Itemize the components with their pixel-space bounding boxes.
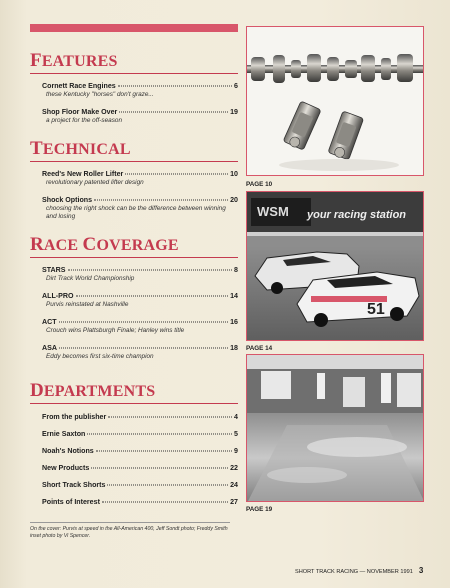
entry-title: Reed's New Roller Lifter bbox=[42, 170, 124, 178]
entry-page: 10 bbox=[230, 170, 238, 178]
photo-race-cars bbox=[246, 191, 424, 341]
entry-page: 4 bbox=[234, 413, 238, 421]
entry-page: 18 bbox=[230, 344, 238, 352]
departments-section bbox=[30, 380, 238, 515]
footer-text: SHORT TRACK RACING — NOVEMBER 1991 bbox=[295, 569, 413, 575]
toc-entry[interactable] bbox=[42, 498, 238, 506]
top-rule bbox=[30, 24, 238, 32]
toc-entry[interactable] bbox=[42, 430, 238, 438]
entry-title: ASA bbox=[42, 344, 57, 352]
entry-title: New Products bbox=[42, 464, 90, 472]
entry-page: 9 bbox=[234, 447, 238, 455]
photo-caption: PAGE 19 bbox=[246, 506, 273, 513]
race-coverage-section bbox=[30, 234, 238, 370]
entry-description: choosing the right shock can be the difference between winning and losing bbox=[46, 205, 226, 220]
entry-page: 24 bbox=[230, 481, 238, 489]
entry-description: a project for the off-season bbox=[46, 117, 123, 124]
photo-caption: PAGE 14 bbox=[246, 345, 273, 352]
banner-text: your racing station bbox=[307, 209, 407, 221]
toc-entry[interactable] bbox=[42, 170, 238, 187]
entry-page: 22 bbox=[230, 464, 238, 472]
entry-description: Crouch wins Plattsburgh Finale; Hanley wins title bbox=[46, 327, 185, 334]
entry-title: Cornett Race Engines bbox=[42, 82, 116, 90]
section-heading: DEPARTMENTS bbox=[30, 380, 238, 404]
photo-caption: PAGE 10 bbox=[246, 181, 273, 188]
entry-title: From the publisher bbox=[42, 413, 107, 421]
entry-page: 14 bbox=[230, 292, 238, 300]
entry-description: Eddy becomes first six-time champion bbox=[46, 353, 154, 360]
toc-entry[interactable] bbox=[42, 464, 238, 472]
page-footer bbox=[295, 566, 423, 575]
entry-page: 6 bbox=[234, 82, 238, 90]
toc-entry[interactable] bbox=[42, 82, 238, 99]
entry-page: 27 bbox=[230, 498, 238, 506]
section-heading: FEATURES bbox=[30, 50, 238, 74]
entry-title: Shop Floor Make Over bbox=[42, 108, 118, 116]
page-number: 3 bbox=[418, 566, 424, 575]
technical-section bbox=[30, 138, 238, 230]
cover-credit: On the cover: Purvis at speed in the All-American 400, Jeff Sondt photo; Freddy Smith inset photo by Vi Spencer. bbox=[30, 522, 230, 540]
car-number: 51 bbox=[367, 301, 385, 318]
toc-entry[interactable] bbox=[42, 318, 238, 335]
section-heading: TECHNICAL bbox=[30, 138, 238, 162]
entry-title: ALL-PRO bbox=[42, 292, 74, 300]
entry-description: revolutionary patented lifter design bbox=[46, 179, 144, 186]
entry-page: 8 bbox=[234, 266, 238, 274]
photo-camshaft bbox=[246, 26, 424, 176]
entry-page: 20 bbox=[230, 196, 238, 204]
photo-shop-floor bbox=[246, 354, 424, 502]
shop-floor-image bbox=[247, 355, 424, 502]
toc-entry[interactable] bbox=[42, 344, 238, 361]
entry-title: Points of Interest bbox=[42, 498, 100, 506]
race-cars-image bbox=[247, 192, 424, 341]
toc-entry[interactable] bbox=[42, 196, 238, 221]
entry-page: 16 bbox=[230, 318, 238, 326]
entry-title: STARS bbox=[42, 266, 66, 274]
entry-description: these Kentucky "horses" don't graze... bbox=[46, 91, 154, 98]
entry-page: 5 bbox=[234, 430, 238, 438]
features-section bbox=[30, 50, 238, 134]
svg-text:WSM: WSM bbox=[257, 204, 289, 219]
entry-title: Short Track Shorts bbox=[42, 481, 106, 489]
entry-title: ACT bbox=[42, 318, 57, 326]
entry-title: Shock Options bbox=[42, 196, 93, 204]
entry-description: Purvis reinstated at Nashville bbox=[46, 301, 129, 308]
toc-entry[interactable] bbox=[42, 447, 238, 455]
toc-entry[interactable] bbox=[42, 108, 238, 125]
entry-page: 19 bbox=[230, 108, 238, 116]
section-heading: RACE COVERAGE bbox=[30, 234, 238, 258]
entry-title: Noah's Notions bbox=[42, 447, 94, 455]
toc-entry[interactable] bbox=[42, 481, 238, 489]
toc-entry[interactable] bbox=[42, 292, 238, 309]
toc-entry[interactable] bbox=[42, 413, 238, 421]
entry-description: Dirt Track World Championship bbox=[46, 275, 135, 282]
entry-title: Ernie Saxton bbox=[42, 430, 86, 438]
camshaft-lifters-image bbox=[247, 27, 424, 176]
toc-entry[interactable] bbox=[42, 266, 238, 283]
